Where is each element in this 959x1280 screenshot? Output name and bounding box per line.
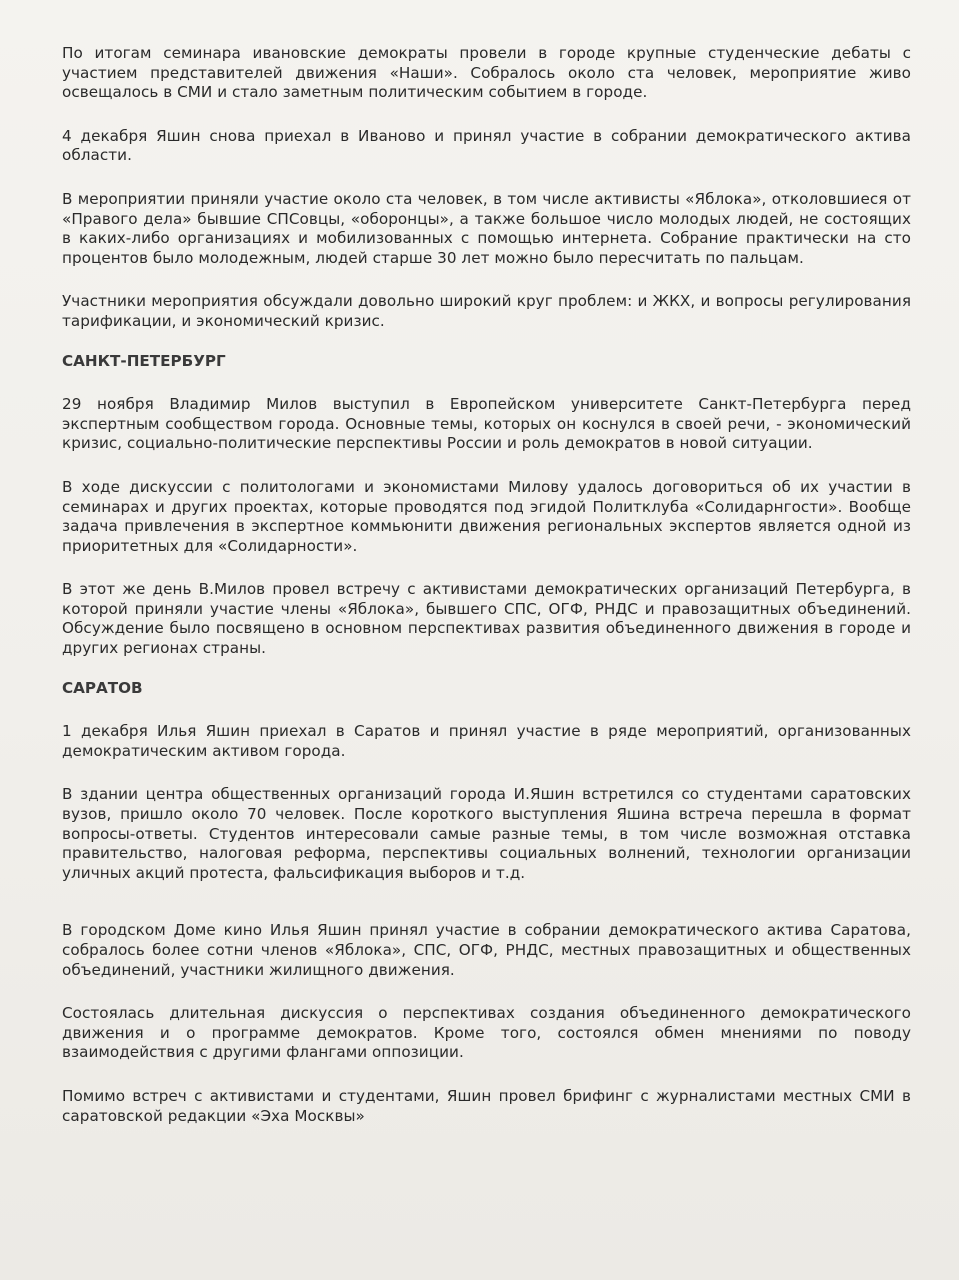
paragraph-saratov-briefing: Помимо встреч с активистами и студентами, Яшин провел брифинг с журналистами местных СМИ в саратовской редакции «Эха Москвы» (62, 1086, 911, 1125)
paragraph-ivanovo-debates: По итогам семинара ивановские демократы провели в городе крупные студенческие дебаты с участием представителей движения «Наши». Собралось около ста человек, мероприятие живо освещалось в СМИ и стало заметным политическим событием в городе. (62, 44, 911, 102)
paragraph-ivanovo-participants: В мероприятии приняли участие около ста человек, в том числе активисты «Яблока», отколовшиеся от «Правого дела» бывшие СПСовцы, «оборонцы», а также большое число молодых людей, не состоящих в каких-либо организациях и мобилизованных с помощью интернета. Собрание практически на сто процентов было молодежным, людей старше 30 лет можно было пересчитать по пальцам. (62, 189, 911, 267)
paragraph-saratov-discussion: Состоялась длительная дискуссия о перспективах создания объединенного демократического движения и о программе демократов. Кроме того, состоялся обмен мнениями по поводу взаимодействия с другими флангами оппозиции. (62, 1004, 911, 1062)
paragraph-spb-meeting: В этот же день В.Милов провел встречу с активистами демократических организаций Петербурга, в которой приняли участие члены «Яблока», бывшего СПС, ОГФ, РНДС и правозащитных объединений. Обсуждение было посвящено в основном перспективах развития объединенного движения в городе и других регионах страны. (62, 580, 911, 658)
paragraph-ivanovo-dec4: 4 декабря Яшин снова приехал в Иваново и принял участие в собрании демократического актива области. (62, 126, 911, 165)
paragraph-saratov-cinema: В городском Доме кино Илья Яшин принял участие в собрании демократического актива Саратова, собралось более сотни членов «Яблока», СПС, ОГФ, РНДС, местных правозащитных и общественных объединений, участники жилищного движения. (62, 921, 911, 979)
paragraph-spb-milov-speech: 29 ноября Владимир Милов выступил в Европейском университете Санкт-Петербурга перед экспертным сообществом города. Основные темы, которых он коснулся в своей речи, - экономический кризис, социально-политические перспективы России и роль демократов в новой ситуации. (62, 395, 911, 453)
heading-saratov: САРАТОВ (62, 678, 143, 697)
heading-saint-petersburg: САНКТ-ПЕТЕРБУРГ (62, 351, 226, 370)
paragraph-saratov-students: В здании центра общественных организаций города И.Яшин встретился со студентами саратовских вузов, пришло около 70 человек. После короткого выступления Яшина встреча перешла в формат вопросы-ответы. Студентов интересовали самые разные темы, в том числе возможная отставка правительство, налоговая реформа, перспективы социальных волнений, технологии организации уличных акций протеста, фальсификация выборов и т.д. (62, 785, 911, 882)
paragraph-ivanovo-topics: Участники мероприятия обсуждали довольно широкий круг проблем: и ЖКХ, и вопросы регулирования тарификации, и экономический кризис. (62, 292, 911, 330)
paragraph-saratov-arrival: 1 декабря Илья Яшин приехал в Саратов и принял участие в ряде мероприятий, организованных демократическим активом города. (62, 722, 911, 760)
paragraph-spb-discussion: В ходе дискуссии с политологами и экономистами Милову удалось договориться об их участии в семинарах и других проектах, которые проводятся под эгидой Политклуба «Солидарнгости». Вообще задача привлечения в экспертное коммьюнити движения региональных экспертов является одной из приоритетных для «Солидарности». (62, 477, 911, 555)
